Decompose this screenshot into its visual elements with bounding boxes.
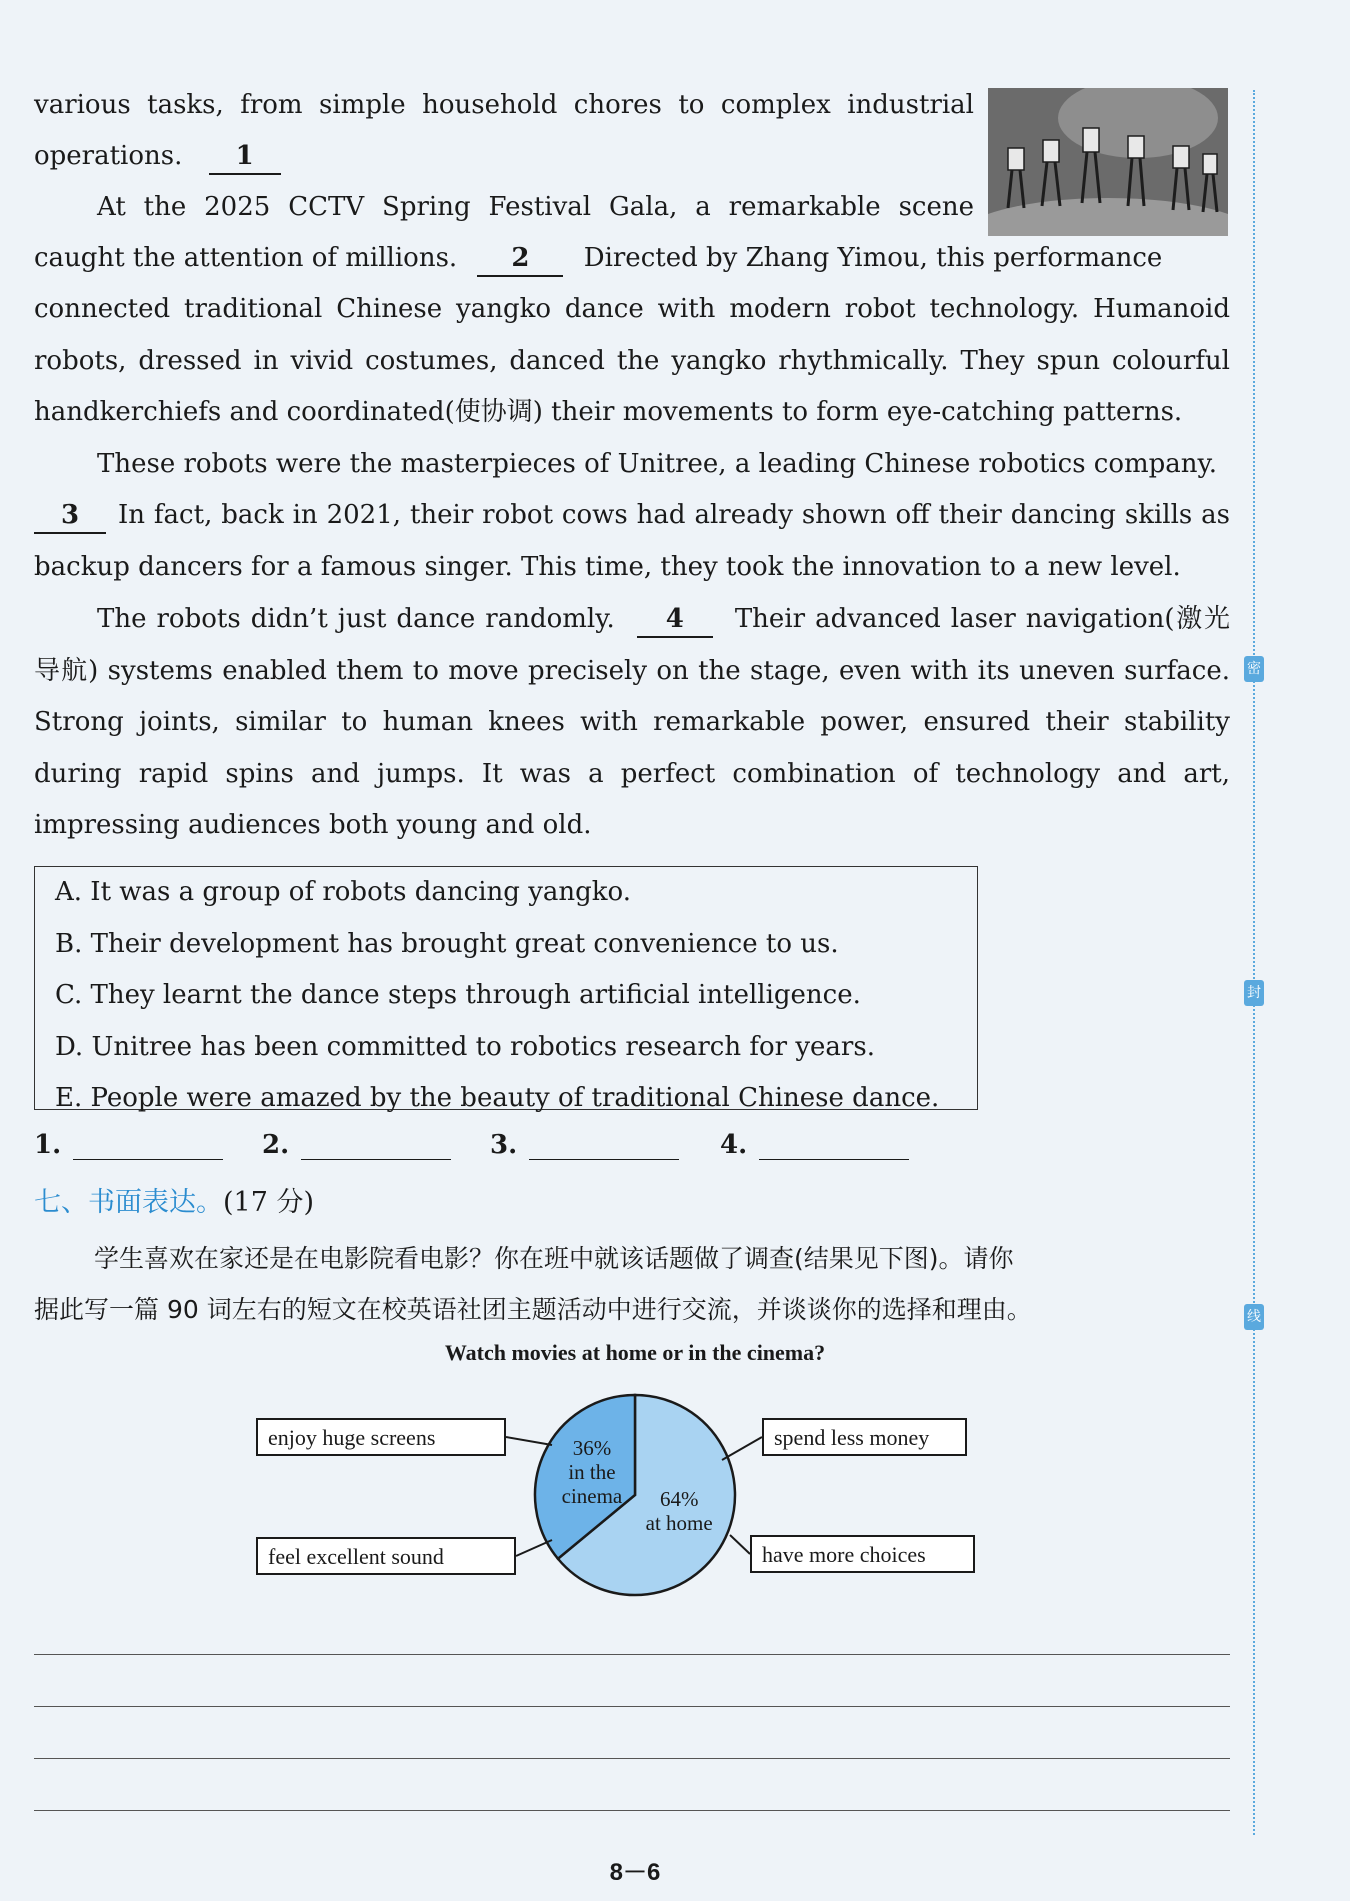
passage-para-2-a: At the 2025 CCTV Spring Festival Gala, a remarkable scene — [97, 192, 974, 222]
answer-1: 1. — [34, 1130, 223, 1160]
answer-2-line[interactable] — [301, 1133, 451, 1160]
options-box — [34, 866, 978, 1113]
section-title: 七、书面表达。(17 分) — [34, 1187, 315, 1218]
blank-1[interactable]: 1 — [209, 139, 281, 175]
label-feel-excellent-sound: feel excellent sound — [256, 1537, 516, 1575]
margin-mark-feng: 封 — [1244, 980, 1264, 1006]
writing-line-4[interactable] — [34, 1810, 1230, 1811]
section-score: (17 分) — [223, 1187, 315, 1218]
writing-line-3[interactable] — [34, 1758, 1230, 1759]
passage-line-2: operations. 1 — [34, 131, 1230, 183]
writing-line-1[interactable] — [34, 1654, 1230, 1655]
blank-4[interactable]: 4 — [637, 602, 713, 638]
label-have-more-choices: have more choices — [750, 1535, 975, 1573]
blank-3[interactable]: 3 — [34, 498, 106, 534]
pie-label: in the — [568, 1459, 616, 1484]
option-b: B. Their development has brought great convenience to us. — [55, 928, 839, 959]
pie-label: 36% — [572, 1435, 612, 1460]
passage-para-2-b: caught the attention of millions. 2 Directed by Zhang Yimou, this performance — [34, 233, 1230, 285]
pie-label: 64% — [659, 1487, 699, 1512]
label-spend-less-money: spend less money — [762, 1418, 967, 1456]
label-enjoy-huge-screens: enjoy huge screens — [256, 1418, 506, 1456]
option-e: E. People were amazed by the beauty of traditional Chinese dance. — [55, 1083, 940, 1113]
margin-mark-xian: 线 — [1244, 1304, 1264, 1330]
binding-line — [1253, 90, 1255, 1835]
page-number: 8－6 — [609, 1859, 661, 1886]
chart-title: Watch movies at home or in the cinema? — [444, 1340, 826, 1365]
pie-chart — [530, 1390, 740, 1600]
answer-2: 2. — [262, 1130, 451, 1160]
writing-prompt-line-1: 学生喜欢在家还是在电影院看电影？你在班中就该话题做了调查(结果见下图)。请你 — [94, 1244, 1014, 1273]
answer-1-line[interactable] — [73, 1133, 223, 1160]
passage-line-1: various tasks, from simple household chores to complex industrial — [34, 90, 974, 120]
option-a: A. It was a group of robots dancing yangko. — [55, 877, 631, 907]
writing-line-2[interactable] — [34, 1706, 1230, 1707]
answer-4: 4. — [720, 1130, 909, 1160]
passage-para-3-b: 3 In fact, back in 2021, their robot cows had already shown off their dancing skills as backup dancers for a famous singer. This time, they took the innovation to a new level. — [34, 500, 1230, 582]
answer-4-line[interactable] — [759, 1133, 909, 1160]
pie-label: at home — [645, 1511, 713, 1536]
margin-mark-mi: 密 — [1244, 656, 1264, 682]
writing-prompt-line-2: 据此写一篇 90 词左右的短文在校英语社团主题活动中进行交流，并谈谈你的选择和理由。 — [34, 1295, 1032, 1324]
passage-para-3-a: These robots were the masterpieces of Unitree, a leading Chinese robotics company. — [97, 449, 1218, 479]
pie-label: cinema — [561, 1483, 623, 1508]
passage-para-2-c: connected traditional Chinese yangko dance with modern robot technology. Humanoid robots, dressed in vivid costumes, danced the yangko rhythmically. They spun colourful handkerchiefs and coordinated(使协调) their movements to form eye-catching patterns. — [34, 294, 1230, 427]
answer-3: 3. — [490, 1130, 679, 1160]
passage-para-4: The robots didn’t just dance randomly. 4 Their advanced laser navigation(激光导航) systems enabled them to move precisely on the stage, even with its uneven surface. Strong joints, similar to human knees with remarkable power, ensured their stability during rapid spins and jumps. It was a perfect combination of technology and art, impressing audiences both young and old. — [34, 604, 1231, 840]
option-c: C. They learnt the dance steps through artificial intelligence. — [55, 980, 861, 1010]
answer-3-line[interactable] — [529, 1133, 679, 1160]
blank-2[interactable]: 2 — [477, 241, 563, 277]
option-d: D. Unitree has been committed to robotics research for years. — [55, 1031, 875, 1062]
